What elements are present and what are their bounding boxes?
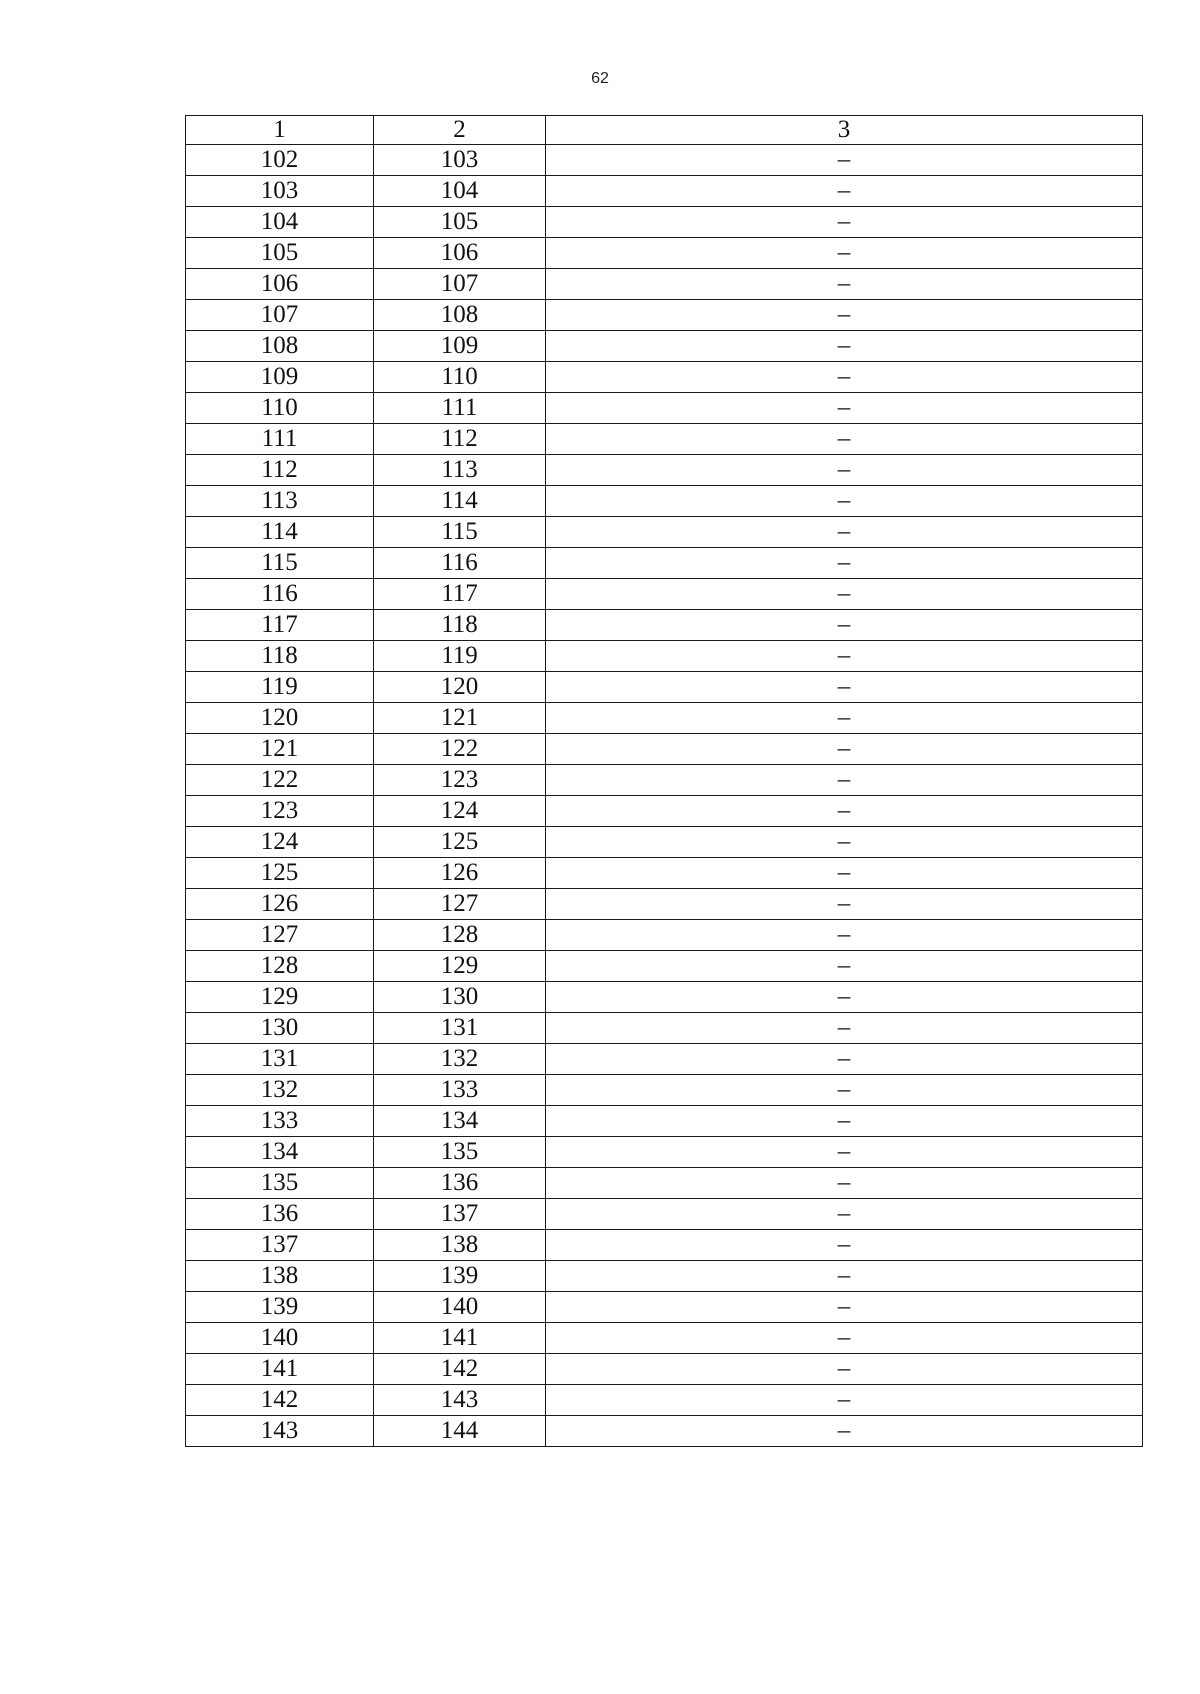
table-cell-col-1: 129 bbox=[186, 982, 374, 1013]
table-cell-col-1: 141 bbox=[186, 1354, 374, 1385]
table-row bbox=[186, 238, 1143, 269]
table-cell-col-1: 135 bbox=[186, 1168, 374, 1199]
table-cell-col-3: – bbox=[546, 331, 1143, 362]
table-cell-col-2: 108 bbox=[374, 300, 546, 331]
table-cell-col-3: – bbox=[546, 238, 1143, 269]
table-row bbox=[186, 1323, 1143, 1354]
table-row bbox=[186, 672, 1143, 703]
table-cell-col-3: – bbox=[546, 1323, 1143, 1354]
table-row bbox=[186, 1261, 1143, 1292]
table-cell-col-2: 127 bbox=[374, 889, 546, 920]
table-row bbox=[186, 703, 1143, 734]
table-row bbox=[186, 1013, 1143, 1044]
table-row bbox=[186, 486, 1143, 517]
table-cell-col-2: 113 bbox=[374, 455, 546, 486]
table-cell-col-2: 131 bbox=[374, 1013, 546, 1044]
table-cell-col-3: – bbox=[546, 672, 1143, 703]
table-cell-col-3: – bbox=[546, 1385, 1143, 1416]
table-cell-col-3: – bbox=[546, 269, 1143, 300]
table-cell-col-3: – bbox=[546, 1013, 1143, 1044]
table-cell-col-3: – bbox=[546, 393, 1143, 424]
table-cell-col-2: 106 bbox=[374, 238, 546, 269]
table-cell-col-2: 138 bbox=[374, 1230, 546, 1261]
table-cell-col-1: 128 bbox=[186, 951, 374, 982]
table-cell-col-1: 131 bbox=[186, 1044, 374, 1075]
table-cell-col-3: – bbox=[546, 207, 1143, 238]
table-row bbox=[186, 641, 1143, 672]
table-cell-col-2: 112 bbox=[374, 424, 546, 455]
table-cell-col-2: 137 bbox=[374, 1199, 546, 1230]
table-cell-col-3: – bbox=[546, 548, 1143, 579]
table-cell-col-3: – bbox=[546, 951, 1143, 982]
table-cell-col-1: 123 bbox=[186, 796, 374, 827]
table-cell-col-2: 126 bbox=[374, 858, 546, 889]
table-cell-col-2: 130 bbox=[374, 982, 546, 1013]
table-cell-col-2: 122 bbox=[374, 734, 546, 765]
table-cell-col-3: – bbox=[546, 176, 1143, 207]
table-cell-col-2: 114 bbox=[374, 486, 546, 517]
table-cell-col-3: – bbox=[546, 1199, 1143, 1230]
table-cell-col-1: 137 bbox=[186, 1230, 374, 1261]
table-row bbox=[186, 269, 1143, 300]
table-cell-col-2: 128 bbox=[374, 920, 546, 951]
table-cell-col-1: 103 bbox=[186, 176, 374, 207]
table-cell-col-1: 121 bbox=[186, 734, 374, 765]
table-cell-col-3: – bbox=[546, 1168, 1143, 1199]
table-cell-col-3: – bbox=[546, 1137, 1143, 1168]
table-row bbox=[186, 1354, 1143, 1385]
table-cell-col-3: – bbox=[546, 1044, 1143, 1075]
table-cell-col-1: 140 bbox=[186, 1323, 374, 1354]
table-row bbox=[186, 610, 1143, 641]
table-cell-col-1: 112 bbox=[186, 455, 374, 486]
column-header-2: 2 bbox=[374, 116, 546, 145]
table-cell-col-1: 110 bbox=[186, 393, 374, 424]
table-cell-col-1: 118 bbox=[186, 641, 374, 672]
table-cell-col-2: 107 bbox=[374, 269, 546, 300]
table-cell-col-1: 114 bbox=[186, 517, 374, 548]
column-header-3: 3 bbox=[546, 116, 1143, 145]
table-row bbox=[186, 1106, 1143, 1137]
table-cell-col-3: – bbox=[546, 827, 1143, 858]
table-cell-col-2: 104 bbox=[374, 176, 546, 207]
table-cell-col-3: – bbox=[546, 517, 1143, 548]
table-row bbox=[186, 424, 1143, 455]
table-cell-col-2: 136 bbox=[374, 1168, 546, 1199]
table-cell-col-1: 111 bbox=[186, 424, 374, 455]
table-cell-col-2: 135 bbox=[374, 1137, 546, 1168]
table-cell-col-1: 115 bbox=[186, 548, 374, 579]
table-cell-col-3: – bbox=[546, 1416, 1143, 1447]
table-cell-col-3: – bbox=[546, 145, 1143, 176]
table-cell-col-2: 140 bbox=[374, 1292, 546, 1323]
table-cell-col-3: – bbox=[546, 424, 1143, 455]
table-cell-col-1: 109 bbox=[186, 362, 374, 393]
table-cell-col-3: – bbox=[546, 920, 1143, 951]
table-cell-col-1: 122 bbox=[186, 765, 374, 796]
table-row bbox=[186, 1230, 1143, 1261]
table-cell-col-1: 126 bbox=[186, 889, 374, 920]
table-row bbox=[186, 1199, 1143, 1230]
table-row bbox=[186, 362, 1143, 393]
table-cell-col-3: – bbox=[546, 1075, 1143, 1106]
table-cell-col-1: 142 bbox=[186, 1385, 374, 1416]
table-row bbox=[186, 145, 1143, 176]
table-row bbox=[186, 734, 1143, 765]
table-cell-col-3: – bbox=[546, 1292, 1143, 1323]
table-body bbox=[186, 145, 1143, 1447]
table-cell-col-2: 144 bbox=[374, 1416, 546, 1447]
table-row bbox=[186, 858, 1143, 889]
table-cell-col-2: 110 bbox=[374, 362, 546, 393]
table-row bbox=[186, 393, 1143, 424]
table-cell-col-3: – bbox=[546, 765, 1143, 796]
table-row bbox=[186, 176, 1143, 207]
table-row bbox=[186, 827, 1143, 858]
table-row bbox=[186, 300, 1143, 331]
table-row bbox=[186, 1137, 1143, 1168]
column-header-1: 1 bbox=[186, 116, 374, 145]
table-cell-col-2: 105 bbox=[374, 207, 546, 238]
table-cell-col-2: 121 bbox=[374, 703, 546, 734]
table-cell-col-2: 119 bbox=[374, 641, 546, 672]
table-cell-col-3: – bbox=[546, 362, 1143, 393]
table-header bbox=[186, 116, 1143, 145]
table-row bbox=[186, 796, 1143, 827]
table-cell-col-2: 142 bbox=[374, 1354, 546, 1385]
table-cell-col-3: – bbox=[546, 300, 1143, 331]
table-cell-col-2: 134 bbox=[374, 1106, 546, 1137]
table-cell-col-3: – bbox=[546, 858, 1143, 889]
table-row bbox=[186, 1075, 1143, 1106]
table-row bbox=[186, 207, 1143, 238]
table-cell-col-1: 134 bbox=[186, 1137, 374, 1168]
table-cell-col-2: 109 bbox=[374, 331, 546, 362]
table-cell-col-1: 132 bbox=[186, 1075, 374, 1106]
table-row bbox=[186, 920, 1143, 951]
table-cell-col-2: 111 bbox=[374, 393, 546, 424]
table-cell-col-1: 143 bbox=[186, 1416, 374, 1447]
table-row bbox=[186, 548, 1143, 579]
table-cell-col-2: 143 bbox=[374, 1385, 546, 1416]
table-cell-col-3: – bbox=[546, 579, 1143, 610]
table-cell-col-2: 116 bbox=[374, 548, 546, 579]
table-row bbox=[186, 331, 1143, 362]
table-cell-col-2: 129 bbox=[374, 951, 546, 982]
table-cell-col-3: – bbox=[546, 1106, 1143, 1137]
table-cell-col-3: – bbox=[546, 641, 1143, 672]
table-cell-col-2: 141 bbox=[374, 1323, 546, 1354]
table-row bbox=[186, 889, 1143, 920]
table-cell-col-1: 127 bbox=[186, 920, 374, 951]
table-cell-col-1: 116 bbox=[186, 579, 374, 610]
table-row bbox=[186, 1292, 1143, 1323]
table-cell-col-1: 130 bbox=[186, 1013, 374, 1044]
table-cell-col-3: – bbox=[546, 1354, 1143, 1385]
table-cell-col-1: 106 bbox=[186, 269, 374, 300]
table-row bbox=[186, 517, 1143, 548]
table-cell-col-3: – bbox=[546, 486, 1143, 517]
table-row bbox=[186, 982, 1143, 1013]
table-cell-col-1: 108 bbox=[186, 331, 374, 362]
table-cell-col-1: 133 bbox=[186, 1106, 374, 1137]
table-row bbox=[186, 765, 1143, 796]
table-cell-col-2: 120 bbox=[374, 672, 546, 703]
table-cell-col-3: – bbox=[546, 796, 1143, 827]
table-row bbox=[186, 1416, 1143, 1447]
table-cell-col-1: 117 bbox=[186, 610, 374, 641]
table-cell-col-2: 123 bbox=[374, 765, 546, 796]
table-cell-col-2: 139 bbox=[374, 1261, 546, 1292]
table-cell-col-2: 124 bbox=[374, 796, 546, 827]
table-cell-col-3: – bbox=[546, 610, 1143, 641]
table-cell-col-3: – bbox=[546, 734, 1143, 765]
table-cell-col-1: 102 bbox=[186, 145, 374, 176]
table-row bbox=[186, 1385, 1143, 1416]
table-cell-col-2: 132 bbox=[374, 1044, 546, 1075]
table-cell-col-2: 115 bbox=[374, 517, 546, 548]
table-row bbox=[186, 1044, 1143, 1075]
table-cell-col-1: 125 bbox=[186, 858, 374, 889]
table-cell-col-3: – bbox=[546, 1230, 1143, 1261]
table-row bbox=[186, 579, 1143, 610]
table-cell-col-3: – bbox=[546, 889, 1143, 920]
table-cell-col-1: 138 bbox=[186, 1261, 374, 1292]
page-number: 62 bbox=[591, 70, 609, 87]
table-cell-col-1: 139 bbox=[186, 1292, 374, 1323]
table-cell-col-3: – bbox=[546, 1261, 1143, 1292]
table-row bbox=[186, 455, 1143, 486]
table-cell-col-2: 103 bbox=[374, 145, 546, 176]
table-cell-col-1: 107 bbox=[186, 300, 374, 331]
table-cell-col-1: 136 bbox=[186, 1199, 374, 1230]
table-cell-col-3: – bbox=[546, 455, 1143, 486]
table-row bbox=[186, 951, 1143, 982]
table-cell-col-2: 118 bbox=[374, 610, 546, 641]
table-cell-col-3: – bbox=[546, 982, 1143, 1013]
table-cell-col-1: 120 bbox=[186, 703, 374, 734]
table-cell-col-1: 119 bbox=[186, 672, 374, 703]
table-cell-col-2: 133 bbox=[374, 1075, 546, 1106]
table-cell-col-1: 105 bbox=[186, 238, 374, 269]
table-cell-col-2: 117 bbox=[374, 579, 546, 610]
table-cell-col-1: 104 bbox=[186, 207, 374, 238]
table-cell-col-1: 124 bbox=[186, 827, 374, 858]
table-row bbox=[186, 1168, 1143, 1199]
header-row bbox=[186, 116, 1143, 145]
data-table bbox=[185, 115, 1143, 1447]
table-cell-col-3: – bbox=[546, 703, 1143, 734]
table-cell-col-2: 125 bbox=[374, 827, 546, 858]
table-cell-col-1: 113 bbox=[186, 486, 374, 517]
